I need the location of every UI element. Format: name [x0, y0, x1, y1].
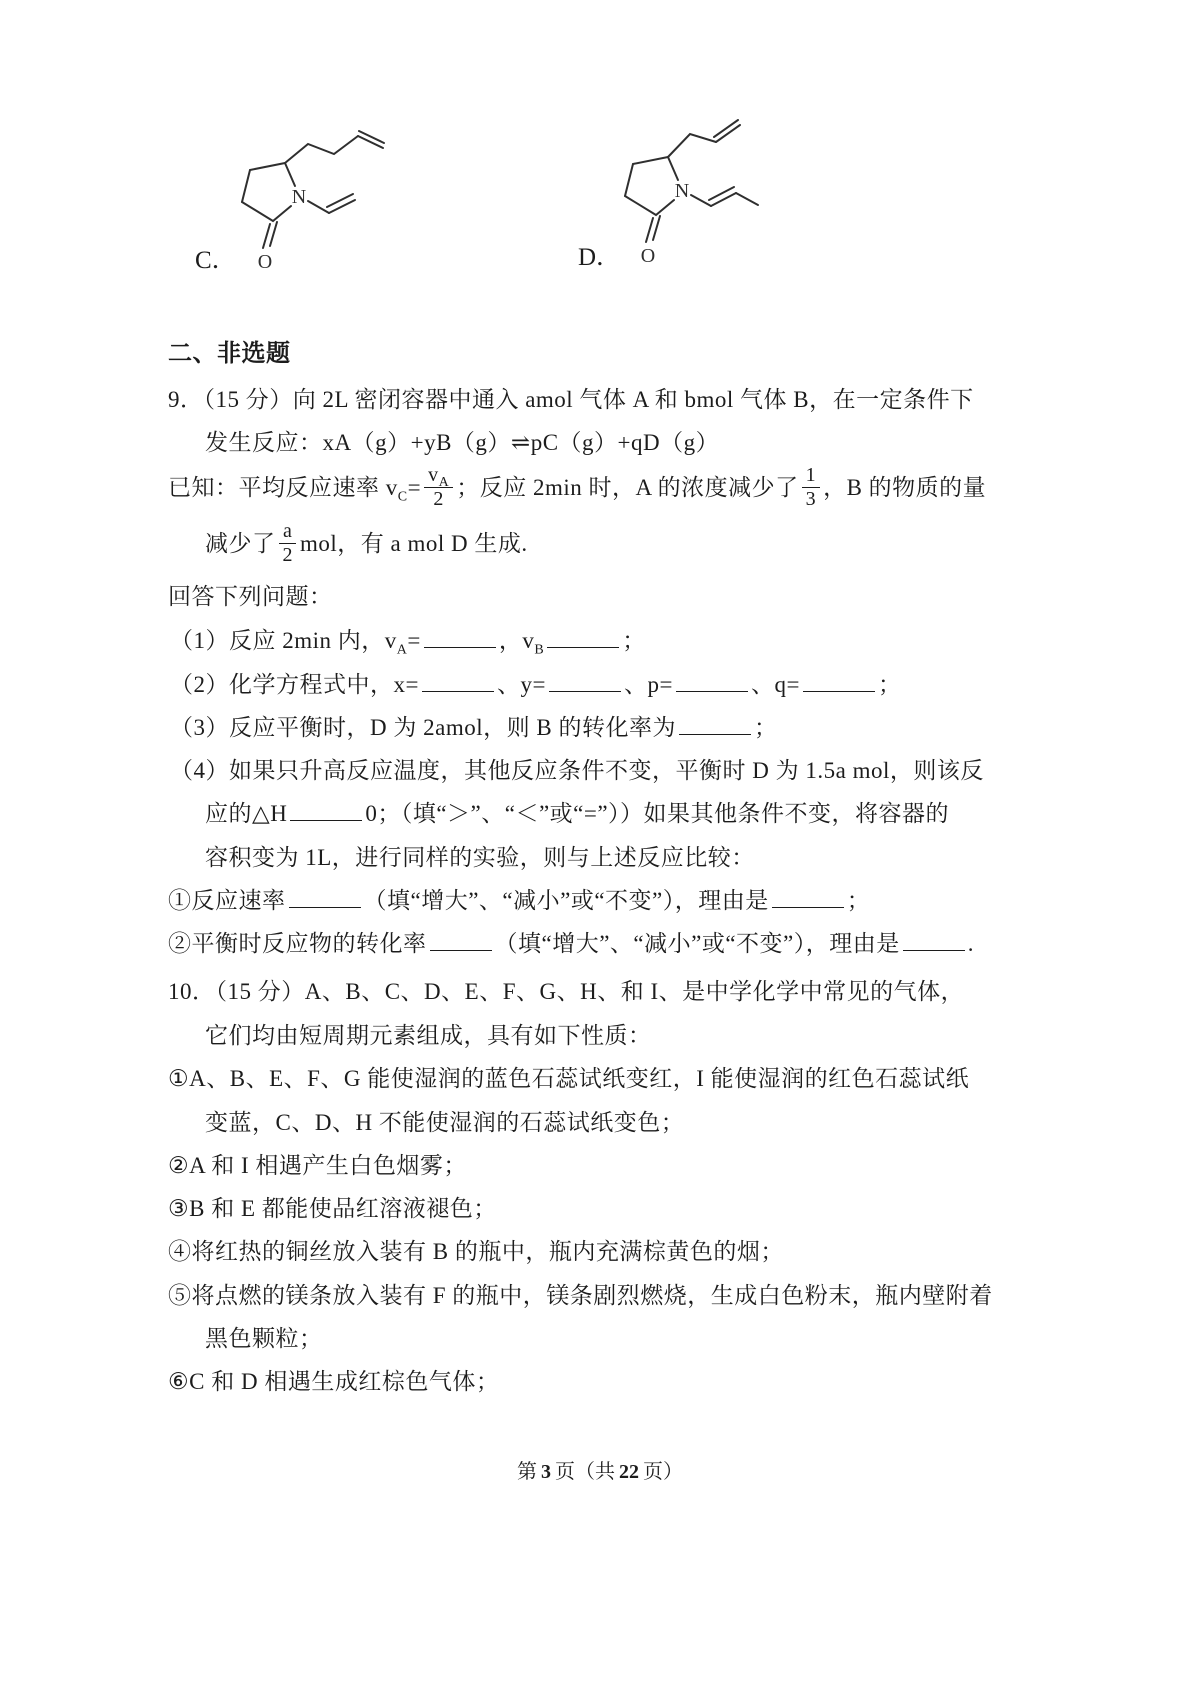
fraction-va-over-2 [424, 464, 453, 511]
sub1-text-1: （1）反应 2min 内，v [170, 628, 397, 653]
sub3-text-2: ； [753, 715, 778, 740]
nitrogen-atom-label: N [674, 180, 690, 202]
structure-d-diagram [598, 112, 808, 272]
sub2-text-1: （2）化学方程式中，x= [170, 672, 419, 697]
q9-known-line1 [168, 466, 986, 513]
q10-property-5a: ⑤将点燃的镁条放入装有 F 的瓶中，镁条剧烈燃烧，生成白色粉末，瓶内壁附着 [168, 1283, 993, 1308]
current-page-number: 3 [541, 1461, 551, 1483]
q9-answer-prompt: 回答下列问题： [168, 584, 333, 609]
sub2-text-2: 、y= [496, 672, 546, 697]
sub4-text-1: 应的△H [205, 801, 288, 826]
sub1-equals: = [407, 628, 421, 653]
answer-blank [547, 644, 619, 648]
subscript-c: C [397, 489, 408, 505]
subscript-b: B [534, 642, 545, 658]
sub4c2-text-2: （填“增大”、“减小”或“不变”），理由是 [494, 931, 900, 956]
answer-blank [422, 688, 494, 692]
q9-known-line2 [205, 522, 528, 569]
q9-sub4-item1 [168, 882, 870, 915]
footer-text: 第 [517, 1461, 537, 1483]
q9-intro-line1: 9．（15 分）向 2L 密闭容器中通入 amol 气体 A 和 bmol 气体 B，在一定条件下 [168, 387, 974, 412]
q10-property-6: ⑥C 和 D 相遇生成红棕色气体； [168, 1369, 500, 1394]
sub4c2-text-1: ②平衡时反应物的转化率 [168, 931, 427, 956]
known-equals: = [407, 474, 422, 500]
sub1-text-2: ，v [498, 628, 535, 653]
frac-num: 1 [802, 464, 821, 488]
answer-blank [772, 904, 844, 908]
known-text-2: ；反应 2min 时，A 的浓度减少了 [456, 474, 799, 500]
frac-den: 2 [282, 544, 293, 566]
answer-blank [803, 688, 875, 692]
q9-sub4-line3: 容积变为 1L，进行同样的实验，则与上述反应比较： [205, 845, 755, 870]
sub1-text-3: ； [622, 628, 646, 653]
frac-den: 2 [433, 488, 444, 510]
q10-property-1b: 变蓝，C、D、H 不能使湿润的石蕊试纸变色； [205, 1110, 685, 1135]
oxygen-atom-label: O [640, 245, 656, 267]
known2-text-1: 减少了 [205, 530, 276, 556]
known2-text-2: mol，有 a mol D 生成. [300, 530, 528, 556]
q10-property-5b: 黑色颗粒； [205, 1326, 323, 1351]
q10-property-3: ③B 和 E 都能使品红溶液褪色； [168, 1196, 497, 1221]
page-footer [0, 1455, 1200, 1484]
option-c-label: C． [195, 247, 237, 274]
q9-sub4-line2 [205, 795, 949, 828]
frac-den: 3 [805, 488, 817, 510]
q10-intro-line1: 10．（15 分）A、B、C、D、E、F、G、H、和 I、是中学化学中常见的气体， [168, 979, 965, 1004]
q10-property-1a: ①A、B、E、F、G 能使湿润的蓝色石蕊试纸变红，I 能使湿润的红色石蕊试纸 [168, 1066, 970, 1091]
footer-text: 页（共 [555, 1461, 615, 1483]
footer-text: 页） [643, 1461, 683, 1483]
sub2-text-5: ； [877, 672, 902, 697]
sub4c2-text-3: . [967, 931, 975, 956]
sub2-text-3: 、p= [623, 672, 673, 697]
answer-blank [290, 817, 362, 821]
frac-num: v [428, 464, 439, 486]
sub3-text-1: （3）反应平衡时，D 为 2amol，则 B 的转化率为 [170, 715, 676, 740]
answer-blank [549, 688, 621, 692]
q9-reaction-equation: 发生反应：xA（g）+yB（g）⇌pC（g）+qD（g） [205, 430, 720, 455]
subscript-a: A [396, 642, 408, 658]
nitrogen-atom-label: N [291, 186, 307, 208]
sub4c1-text-2: （填“增大”、“减小”或“不变”），理由是 [363, 888, 769, 913]
sub4-text-2: 0；（填“＞”、“＜”或“=”））如果其他条件不变，将容器的 [365, 801, 950, 826]
q9-sub3 [170, 709, 777, 742]
answer-blank [424, 644, 496, 648]
q9-sub2 [170, 666, 901, 699]
q9-sub4-line1: （4）如果只升高反应温度，其他反应条件不变，平衡时 D 为 1.5a mol，则该反 [170, 758, 984, 783]
answer-blank [430, 947, 492, 951]
sub4c1-text-1: ①反应速率 [168, 888, 286, 913]
sub4c1-text-3: ； [846, 888, 871, 913]
q10-property-4: ④将红热的铜丝放入装有 B 的瓶中，瓶内充满棕黄色的烟； [168, 1239, 784, 1264]
q9-sub1 [170, 622, 646, 658]
section-title: 二、非选题 [168, 341, 291, 367]
known-text-3: ，B 的物质的量 [823, 474, 987, 500]
known-text-1: 已知：平均反应速率 v [168, 474, 398, 500]
sub2-text-4: 、q= [750, 672, 800, 697]
fraction-a-over-2 [279, 520, 298, 567]
q9-sub4-item2 [168, 925, 974, 958]
answer-blank [289, 904, 361, 908]
answer-blank [903, 947, 965, 951]
answer-blank [676, 688, 748, 692]
q10-intro-line2: 它们均由短周期元素组成，具有如下性质： [205, 1023, 652, 1048]
fraction-1-over-3 [802, 464, 821, 511]
frac-num-sub: A [438, 475, 450, 490]
q10-property-2: ②A 和 I 相遇产生白色烟雾； [168, 1153, 467, 1178]
answer-blank [679, 731, 751, 735]
oxygen-atom-label: O [257, 251, 273, 273]
structure-c-diagram [215, 118, 425, 278]
frac-num: a [279, 520, 296, 544]
total-page-number: 22 [619, 1461, 639, 1483]
option-d-label: D． [578, 244, 622, 271]
